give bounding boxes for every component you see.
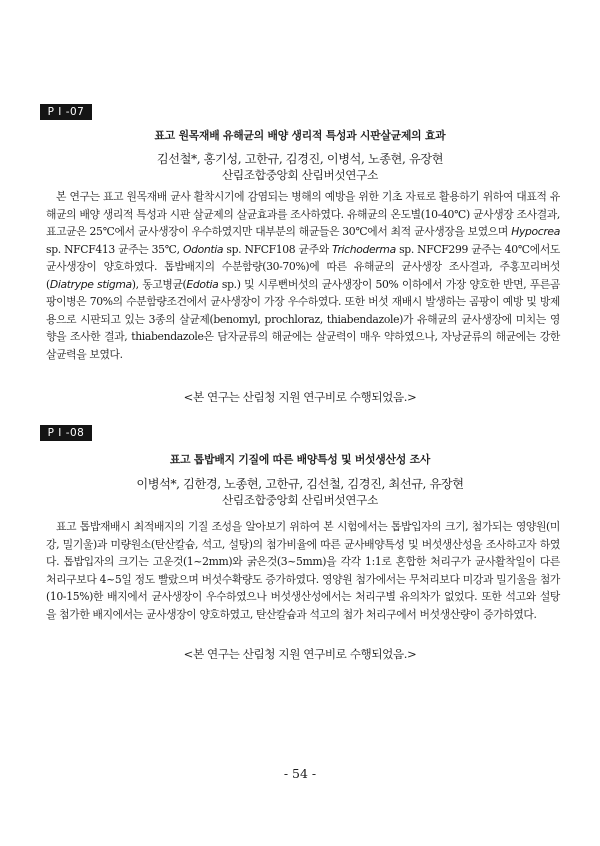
author-list: 김선철*, 홍기성, 고한규, 김경진, 이병석, 노종현, 유장현 <box>156 152 444 166</box>
page-number: - 54 - <box>283 766 317 781</box>
affiliation: 산림조합중앙회 산림버섯연구소 <box>222 168 378 182</box>
section-code-label: P I -08 <box>40 425 92 441</box>
affiliation: 산림조합중앙회 산림버섯연구소 <box>222 493 378 507</box>
author-list: 이병석*, 김한경, 노종현, 고한규, 김선철, 김경진, 최선규, 유장현 <box>136 477 464 491</box>
section-code-label: P I -07 <box>40 104 92 120</box>
abstract-paragraph: 표고 톱밥재배시 최적배지의 기질 조성을 알아보기 위하여 본 시험에서는 톱밥입자의 크기, 첨가되는 영양원(미강, 밀기울)과 미량원소(탄산칼슘, 석고, 설탕)의 첨가비율에 따른 균사배양특성 및 버섯생산성을 조사하고자 하였다. 톱밥입자의 크기는 고운것(1~2mm)와 굵은것(3~5mm)을 각각 1:1로 혼합한 처리구가 균사활착일이 다른 처리구보다 4~5일 정도 빨랐으며 버섯수확량도 증가하였다. 영양원 첨가에서는 무처리보다 미강과 밀기울을 첨가(10-15%)한 배지에서 균사생장이 우수하였으나 버섯생산성에서는 처리구별 유의차가 없었다. 또한 석고와 설탕을 첨가한 배지에서는 균사생장이 양호하였고, 탄산칼슘과 석고의 첨가 처리구에서 버섯생산량이 증가하였다. <box>46 520 560 621</box>
abstract-paragraph: 본 연구는 표고 원목재배 균사 활착시기에 감염되는 병해의 예방을 위한 기초 자료로 활용하기 위하여 대표적 유해균의 배양 생리적 특성과 시판 살균제의 살균효과를 조사하였다. 유해균의 온도별(10-40℃) 균사생장 조사결과, 표고균은 25℃에서 균사생장이 우수하였지만 대부분의 해균들은 30℃에서 최적 균사생장을 보였으며 Hypocrea sp. NFCF413 균주는 35℃, Odontia sp. NFCF108 균주와 Trichoderma sp. NFCF299 균주는 40℃에서도 균사생장이 양호하였다. 톱밥배지의 수분함량(30-70%)에 따른 유해균의 균사생장 조사결과, 주홍꼬리버섯(Diatrype stigma), 동고병균(Edotia sp.) 및 시루뻔버섯의 균사생장이 50% 이하에서 가장 양호한 반면, 푸른곰팡이병은 70%의 수분함량조건에서 균사생장이 가장 우수하였다. 또한 버섯 재배시 발생하는 곰팡이 예방 및 방제용으로 시판되고 있는 3종의 살균제(benomyl, prochloraz, thiabendazole)가 유해균의 균사생장에 미치는 영향을 조사한 결과, thiabendazole은 담자균류의 해균에는 살균력이 매우 약하였으나, 자낭균류의 해균에는 강한 살균력을 보였다. <box>46 190 561 361</box>
abstract-body <box>46 188 560 363</box>
section-title: 표고 톱밥배지 기질에 따른 배양특성 및 버섯생산성 조사 <box>169 453 431 466</box>
funding-note: <본 연구는 산림청 지원 연구비로 수행되었음.> <box>183 390 417 404</box>
abstract-body <box>46 518 560 623</box>
section-title: 표고 원목재배 유해균의 배양 생리적 특성과 시판살균제의 효과 <box>154 129 446 142</box>
funding-note: <본 연구는 산림청 지원 연구비로 수행되었음.> <box>183 647 417 661</box>
